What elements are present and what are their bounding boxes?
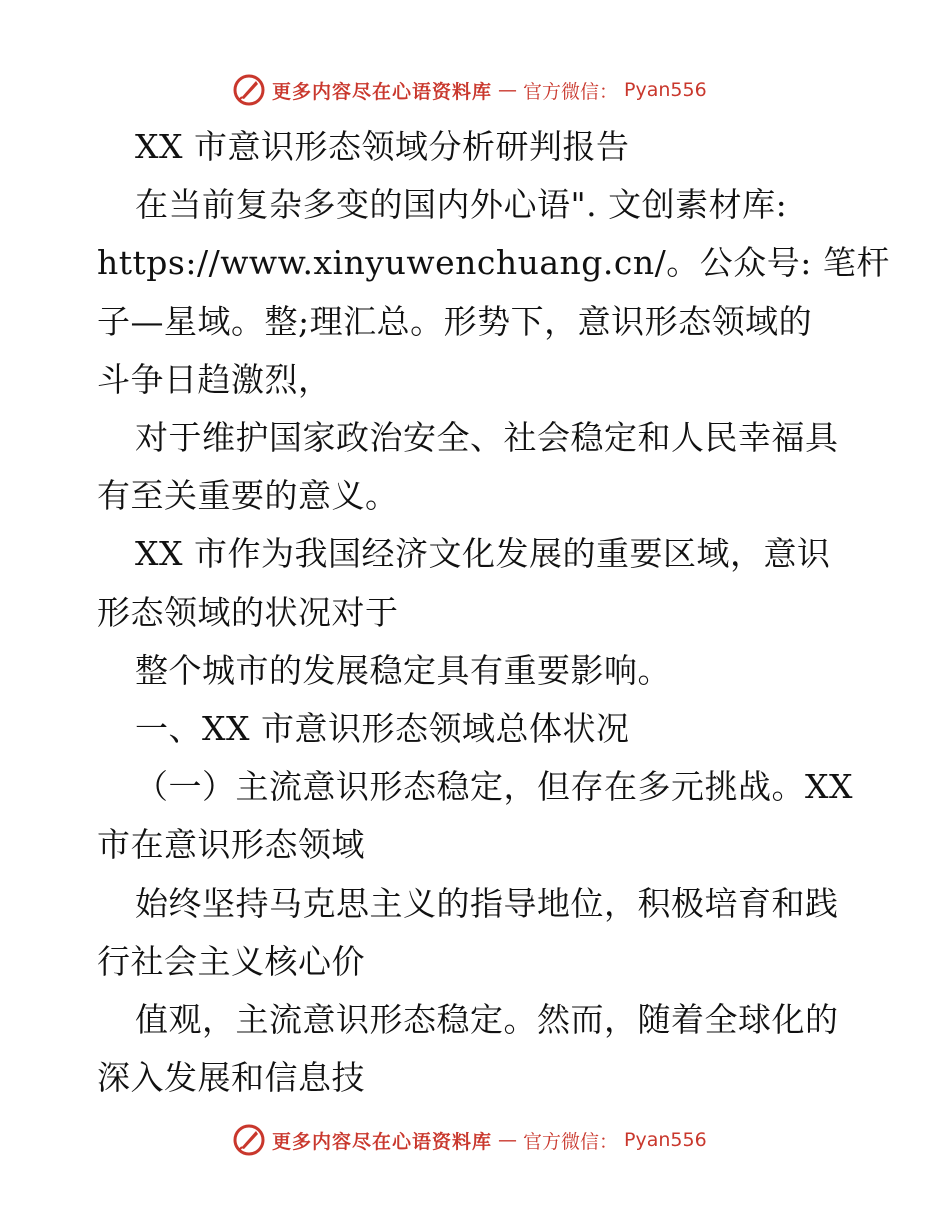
subsection-heading: （一）主流意识形态稳定，但存在多元挑战。XX — [135, 767, 853, 807]
paragraph-line: 整个城市的发展稳定具有重要影响。 — [135, 650, 671, 690]
paragraph-line: https://www.xinyuwenchuang.cn/。公众号: 笔杆 — [97, 243, 890, 283]
paragraph-line: XX 市作为我国经济文化发展的重要区域，意识 — [135, 534, 831, 574]
paragraph-line: 子—星域。整;理汇总。形势下，意识形态领域的 — [97, 301, 813, 341]
document-body — [97, 118, 890, 1107]
quill-circle-logo-icon — [232, 1123, 266, 1157]
banner-handle: Pyan556 — [624, 79, 707, 101]
banner-contact-label: 官方微信： — [523, 1130, 619, 1153]
paragraph-line: 始终坚持马克思主义的指导地位，积极培育和践 — [135, 883, 839, 923]
banner-handle: Pyan556 — [624, 1129, 707, 1151]
paragraph-line: 深入发展和信息技 — [97, 1058, 365, 1098]
banner-separator: — — [498, 1129, 518, 1151]
banner-contact-label: 官方微信： — [523, 80, 619, 103]
banner-brand: 更多内容尽在心语资料库 — [272, 1130, 493, 1153]
paragraph-line: 有至关重要的意义。 — [97, 476, 399, 516]
paragraph-line: 值观，主流意识形态稳定。然而，随着全球化的 — [135, 1000, 839, 1040]
paragraph-line: 斗争日趋激烈， — [97, 359, 332, 399]
document-title: XX 市意识形态领域分析研判报告 — [135, 127, 630, 166]
banner-brand: 更多内容尽在心语资料库 — [272, 80, 493, 103]
paragraph-line: 行社会主义核心价 — [97, 941, 365, 981]
banner-separator: — — [498, 79, 518, 101]
paragraph-line: 对于维护国家政治安全、社会稳定和人民幸福具 — [135, 418, 839, 458]
paragraph-line: 在当前复杂多变的国内外心语". 文创素材库: — [135, 185, 788, 225]
section-heading: 一、XX 市意识形态领域总体状况 — [135, 709, 630, 749]
header-banner — [232, 72, 707, 108]
paragraph-line: 形态领域的状况对于 — [97, 592, 399, 632]
footer-banner — [232, 1122, 707, 1158]
quill-circle-logo-icon — [232, 73, 266, 107]
paragraph-line: 市在意识形态领域 — [97, 825, 365, 865]
